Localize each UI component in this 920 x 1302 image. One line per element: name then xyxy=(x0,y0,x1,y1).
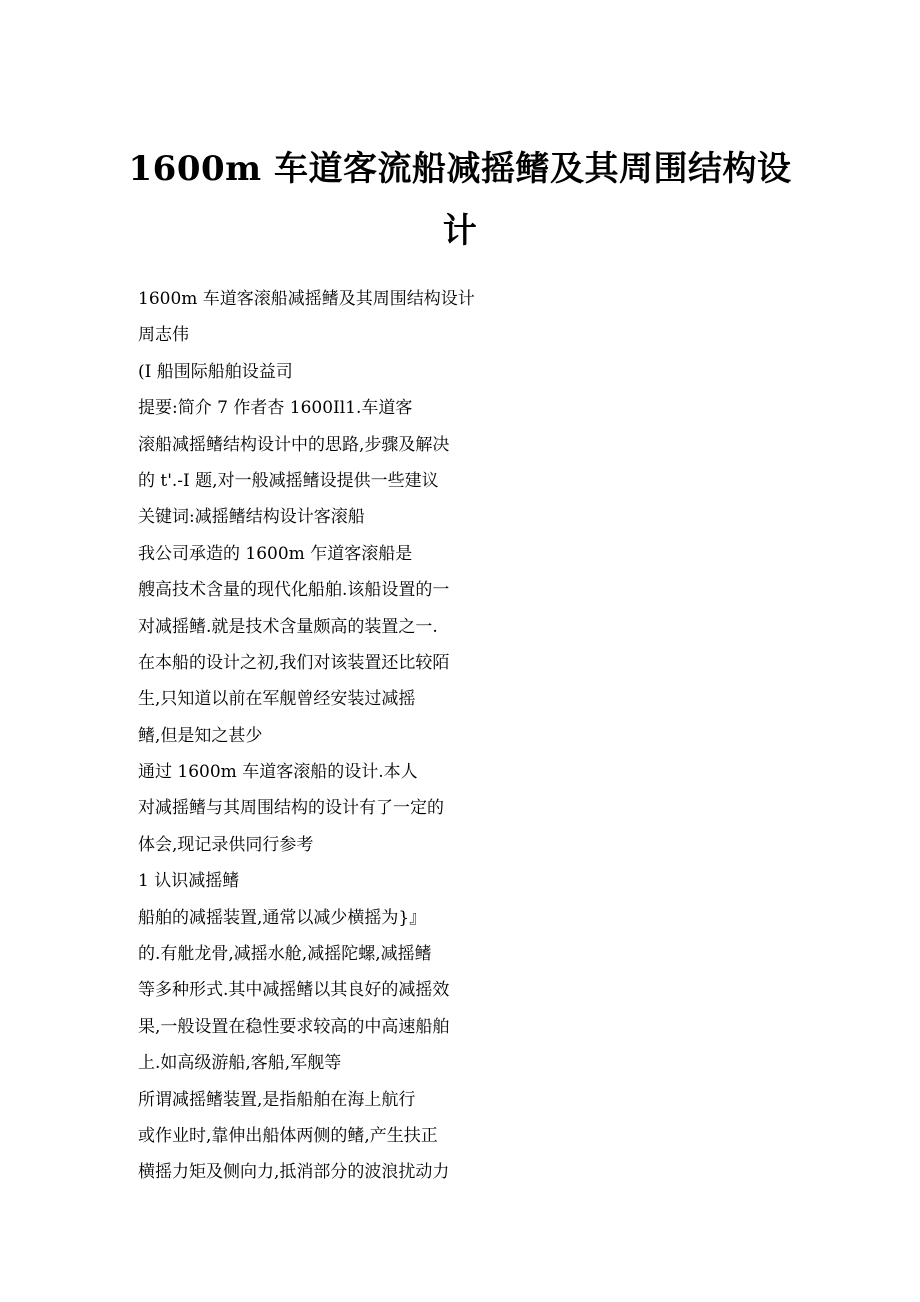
body-line: 船舶的减摇装置,通常以减少横摇为}』 xyxy=(138,907,427,928)
body-line: 体会,现记录供同行参考 xyxy=(138,834,314,855)
body-line: 等多种形式.其中减摇鳍以其良好的减摇效 xyxy=(138,980,450,1001)
body-line: 在本船的设计之初,我们对该装置还比较陌 xyxy=(138,652,450,673)
body-line: 关键词:减摇鳍结构设计客滚船 xyxy=(138,507,365,528)
body-line: 所谓减摇鳍装置,是指船舶在海上航行 xyxy=(138,1089,416,1110)
body-line: 果,一般设置在稳性要求较高的中高速船舶 xyxy=(138,1016,450,1037)
body-line: 通过 1600m 车道客滚船的设计.本人 xyxy=(138,762,418,783)
body-line: 鳍,但是知之甚少 xyxy=(138,725,263,746)
body-text xyxy=(138,281,838,1191)
body-line: 艘高技术含量的现代化船舶.该船设置的一 xyxy=(138,580,450,601)
body-line: 1600m 车道客滚船减摇鳍及其周围结构设计 xyxy=(138,289,475,309)
body-line: 对减摇鳍.就是技术含量颇高的装置之一. xyxy=(138,616,438,637)
body-line: 横摇力矩及侧向力,抵消部分的波浪扰动力 xyxy=(138,1162,450,1183)
body-line: 滚船减摇鳍结构设计中的思路,步骤及解决 xyxy=(138,434,450,455)
title-line-1: 1600m 车道客流船减摇鳍及其周围结构设 xyxy=(128,149,792,189)
body-line: 的 t'.-I 题,对一般减摇鳍设提供一些建议 xyxy=(138,470,439,491)
body-line: 对减摇鳍与其周围结构的设计有了一定的 xyxy=(138,798,444,819)
body-line: 我公司承造的 1600m 乍道客滚船是 xyxy=(138,543,413,564)
body-line: 的.有舭龙骨,减摇水舱,减摇陀螺,减摇鳍 xyxy=(138,944,432,965)
body-line: 上.如高级游船,客船,军舰等 xyxy=(138,1053,342,1074)
body-line: 1 认识减摇鳍 xyxy=(138,871,240,892)
body-line: (I 船围际船舶设益司 xyxy=(138,361,293,382)
title-line-2: 计 xyxy=(442,211,478,251)
body-line: 提要:简介 7 作者杏 1600Il1.车道客 xyxy=(138,398,413,419)
body-line: 生,只知道以前在军舰曾经安装过减摇 xyxy=(138,689,416,710)
document-title xyxy=(100,138,820,262)
body-line: 或作业时,靠伸出船体两侧的鳍,产生扶正 xyxy=(138,1125,438,1146)
body-line: 周志伟 xyxy=(138,325,189,346)
